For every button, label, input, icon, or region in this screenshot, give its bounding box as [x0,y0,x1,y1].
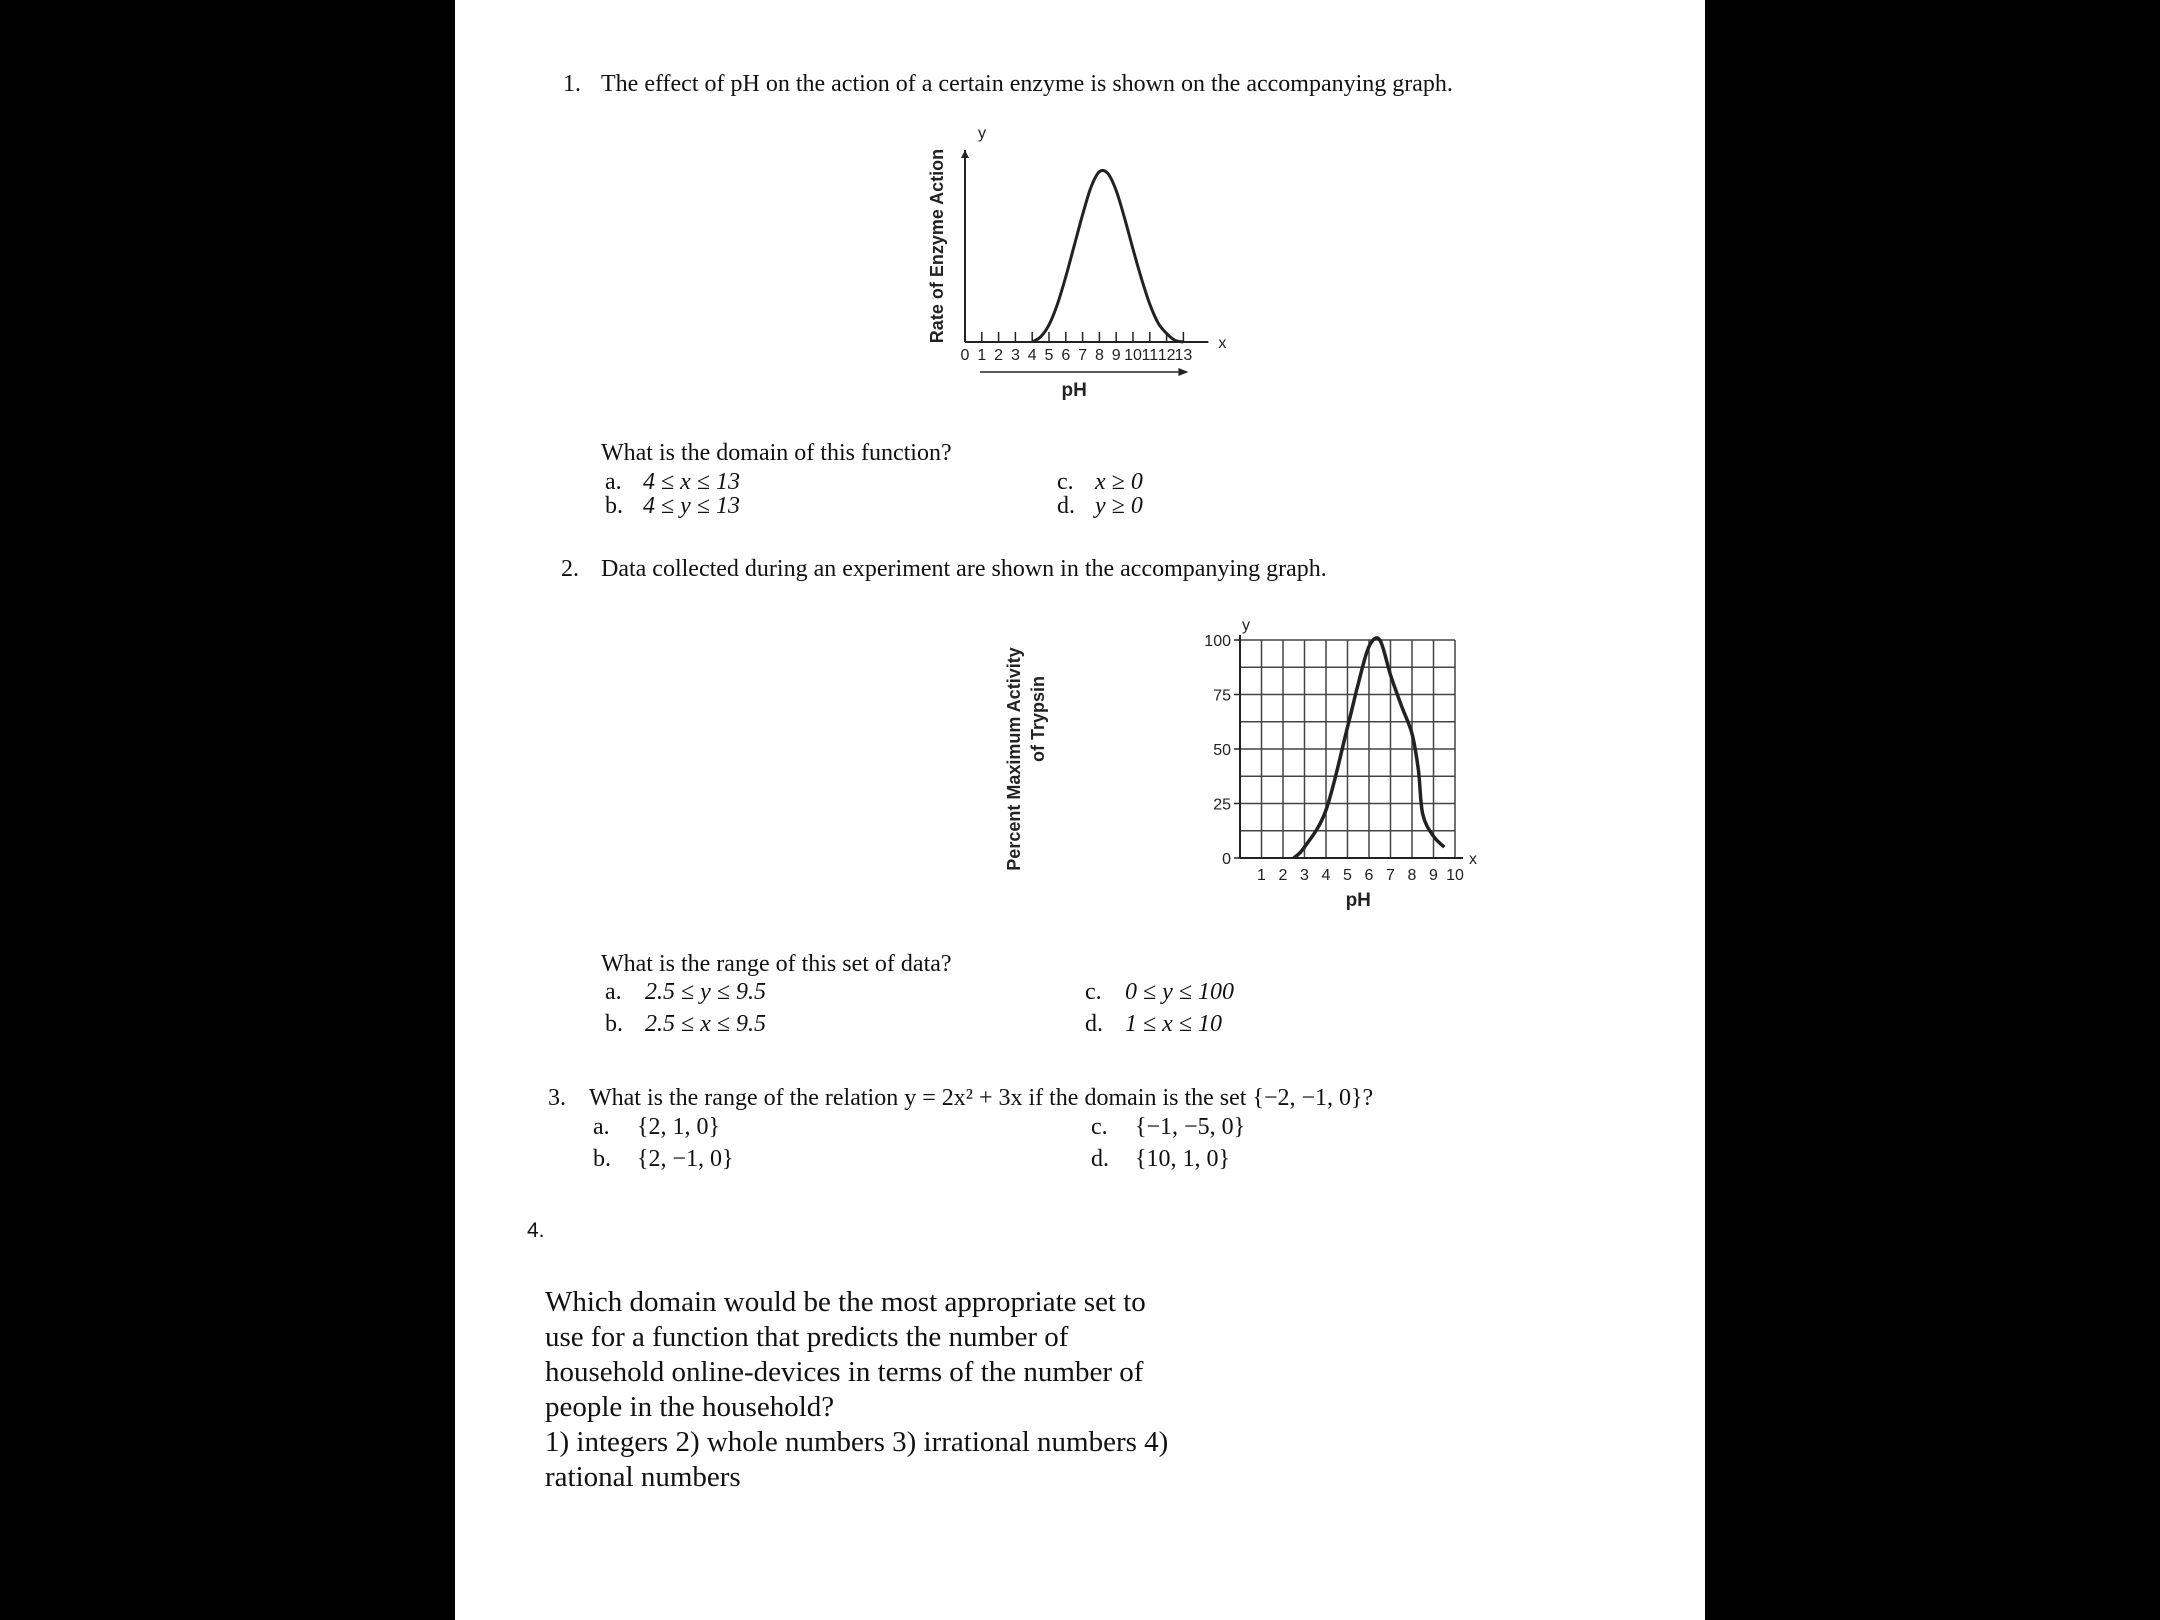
x-tick-label: 0 [960,347,970,364]
q2-choice-d: 1 ≤ x ≤ 10 [1125,1011,1222,1037]
x-tick-label: 12 [1157,347,1176,364]
q3-choice-b-letter: b. [593,1146,611,1172]
q3-choice-d: {10, 1, 0} [1135,1146,1231,1172]
x-tick-label: 9 [1111,347,1121,364]
ph-arrow-icon [1178,368,1188,376]
y-axis-label-line-2: of Trypsin [1028,675,1048,763]
x-tick-label: 2 [994,347,1004,364]
q3-choice-c: {−1, −5, 0} [1135,1114,1246,1140]
x-tick-label: 13 [1174,347,1193,364]
x-tick-label: 3 [1010,347,1020,364]
x-axis-letter: x [1218,335,1227,352]
q2-number: 2. [561,556,579,582]
q1-choice-b: 4 ≤ y ≤ 13 [643,493,740,519]
q1-choice-b-letter: b. [605,493,623,519]
y-tick-label: 25 [1213,796,1231,814]
q4-options: 1) integers 2) whole numbers 3) irrational numbers 4) rational numbers [545,1426,1169,1493]
y-axis-label: Rate of Enzyme Action [927,148,947,344]
q1-choice-d-letter: d. [1057,493,1075,519]
worksheet-page [455,0,1705,1620]
q2-question: What is the range of this set of data? [601,951,952,977]
x-tick-label: 7 [1386,867,1395,884]
q1-question: What is the domain of this function? [601,440,952,466]
y-axis-letter: y [1242,617,1250,634]
x-axis-label: pH [1061,380,1087,401]
q3-choice-a: {2, 1, 0} [637,1114,721,1140]
x-tick-label: 5 [1044,347,1054,364]
q3-choice-c-letter: c. [1091,1114,1108,1140]
x-tick-label: 1 [977,347,987,364]
y-tick-label: 0 [1222,851,1231,868]
chart-trypsin-activity [1000,605,1477,925]
q3-choice-a-letter: a. [593,1114,610,1140]
q2-choice-b: 2.5 ≤ x ≤ 9.5 [645,1011,766,1037]
q4-text: Which domain would be the most appropriate set to use for a function that predicts the number of household online-devices in terms of the number of people in the household? [545,1286,1146,1423]
x-tick-label: 10 [1446,867,1464,884]
x-tick-label: 1 [1257,867,1266,884]
q2-choice-c-letter: c. [1085,979,1102,1005]
q2-choice-a-letter: a. [605,979,622,1005]
x-tick-label: 6 [1061,347,1071,364]
x-tick-label: 11 [1141,347,1159,364]
q3-text: What is the range of the relation y = 2x² + 3x if the domain is the set {−2, −1, 0}? [589,1085,1374,1111]
q1-number: 1. [563,71,581,97]
chart-enzyme-action [925,120,1385,420]
q3-number: 3. [548,1085,566,1111]
q1-choice-a: 4 ≤ x ≤ 13 [643,469,740,495]
q3-choice-b: {2, −1, 0} [637,1146,734,1172]
x-tick-label: 8 [1407,867,1417,884]
q2-choice-d-letter: d. [1085,1011,1103,1037]
x-tick-label: 4 [1321,867,1331,884]
x-axis-letter: x [1469,851,1477,868]
x-tick-label: 8 [1094,347,1104,364]
q1-choice-c: x ≥ 0 [1095,469,1143,495]
q1-choice-d: y ≥ 0 [1095,493,1143,519]
x-tick-label: 6 [1364,867,1374,884]
q2-choice-b-letter: b. [605,1011,623,1037]
x-tick-label: 4 [1027,347,1037,364]
y-tick-label: 75 [1213,687,1231,705]
x-tick-label: 10 [1124,347,1142,364]
y-axis-arrow-icon [961,150,969,158]
q1-choice-a-letter: a. [605,469,622,495]
q3-choice-d-letter: d. [1091,1146,1109,1172]
x-tick-label: 2 [1278,867,1288,884]
q4-number: 4. [527,1219,545,1242]
y-tick-label: 100 [1204,633,1231,650]
x-axis-label: pH [1345,890,1371,911]
y-axis-label-line-1: Percent Maximum Activity [1004,647,1024,871]
q2-choice-c: 0 ≤ y ≤ 100 [1125,979,1234,1005]
y-tick-label: 50 [1213,742,1231,759]
q2-text: Data collected during an experiment are shown in the accompanying graph. [601,556,1327,582]
q1-choice-c-letter: c. [1057,469,1074,495]
enzyme-curve-line [1032,170,1183,342]
q1-text: The effect of pH on the action of a certain enzyme is shown on the accompanying graph. [601,71,1453,97]
x-tick-label: 9 [1429,867,1438,884]
y-axis-letter: y [978,125,986,142]
x-tick-label: 3 [1300,867,1309,884]
x-tick-label: 5 [1343,867,1352,884]
x-tick-label: 7 [1078,347,1088,364]
q2-choice-a: 2.5 ≤ y ≤ 9.5 [645,979,766,1005]
